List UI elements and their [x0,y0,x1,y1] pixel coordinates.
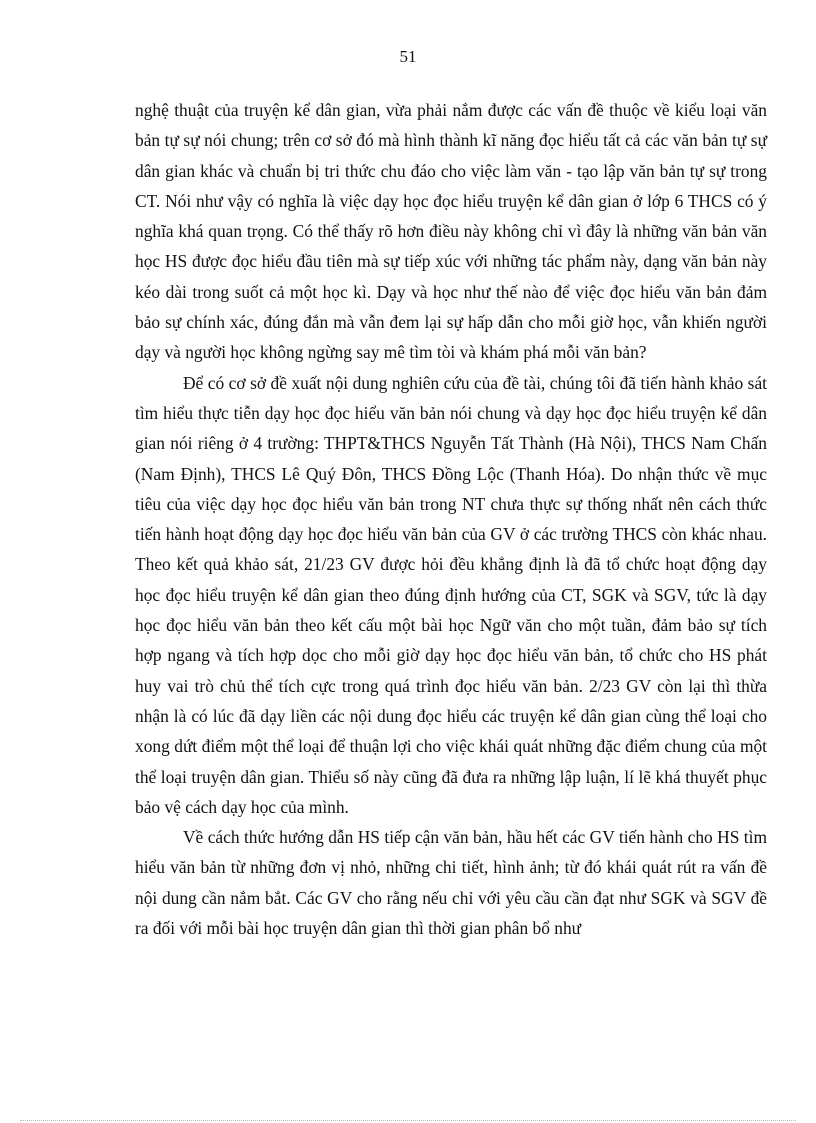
page-number: 51 [399,47,417,66]
paragraph-survey: Để có cơ sở đề xuất nội dung nghiên cứu của đề tài, chúng tôi đã tiến hành khảo sát tìm hiểu thực tiễn dạy học đọc hiểu văn bản nói chung và dạy học đọc hiểu truyện kể dân gian nói riêng ở 4 trường: THPT&THCS Nguyễn Tất Thành (Hà Nội), THCS Nam Chấn (Nam Định), THCS Lê Quý Đôn, THCS Đồng Lộc (Thanh Hóa). Do nhận thức về mục tiêu của việc dạy học đọc hiểu văn bản trong NT chưa thực sự thống nhất nên cách thức tiến hành hoạt động dạy học đọc hiểu văn bản của GV ở các trường THCS còn khác nhau. Theo kết quả khảo sát, 21/23 GV được hỏi đều khẳng định là đã tổ chức hoạt động dạy học đọc hiểu truyện kể dân gian theo đúng định hướng của CT, SGK và SGV, tức là dạy học đọc hiểu văn bản theo kết cấu một bài học Ngữ văn cho một tuần, đảm bảo sự tích hợp ngang và tích hợp dọc cho mỗi giờ dạy học đọc hiểu văn bản, tổ chức cho HS phát huy vai trò chủ thể tích cực trong quá trình đọc hiểu văn bản. 2/23 GV còn lại thì thừa nhận là có lúc đã dạy liền các nội dung đọc hiểu các truyện kể dân gian cùng thể loại cho xong dứt điểm một thể loại để thuận lợi cho việc khái quát những đặc điểm chung của một thể loại truyện dân gian. Thiểu số này cũng đã đưa ra những lập luận, lí lẽ khá thuyết phục bảo vệ cách dạy học của mình. [135,372,767,817]
paragraph-teaching-method: Về cách thức hướng dẫn HS tiếp cận văn bản, hầu hết các GV tiến hành cho HS tìm hiểu văn bản từ những đơn vị nhỏ, những chi tiết, hình ảnh; từ đó khái quát rút ra vấn đề nội dung cần nắm bắt. Các GV cho rằng nếu chỉ với yêu cầu cần đạt như SGK và SGV đề ra đối với mỗi bài học truyện dân gian thì thời gian phân bổ như [135,827,767,939]
footer-divider [20,1120,796,1121]
document-body [135,95,767,943]
paragraph-continuation: nghệ thuật của truyện kể dân gian, vừa phải nắm được các vấn đề thuộc về kiểu loại văn bản tự sự nói chung; trên cơ sở đó mà hình thành kĩ năng đọc hiểu tất cả các văn bản tự sự dân gian khác và chuẩn bị tri thức chu đáo cho việc làm văn - tạo lập văn bản tự sự trong CT. Nói như vậy có nghĩa là việc dạy học đọc hiểu truyện kể dân gian ở lớp 6 THCS có ý nghĩa khá quan trọng. Có thể thấy rõ hơn điều này không chỉ vì đây là những văn bản văn học HS được đọc hiểu đầu tiên mà sự tiếp xúc với những tác phẩm này, dạng văn bản này kéo dài trong suốt cả một học kì. Dạy và học như thế nào để việc đọc hiểu văn bản đảm bảo sự chính xác, đúng đắn mà vẫn đem lại sự hấp dẫn cho mỗi giờ học, vẫn khiến người dạy và người học không ngừng say mê tìm tòi và khám phá mỗi văn bản? [135,100,767,363]
